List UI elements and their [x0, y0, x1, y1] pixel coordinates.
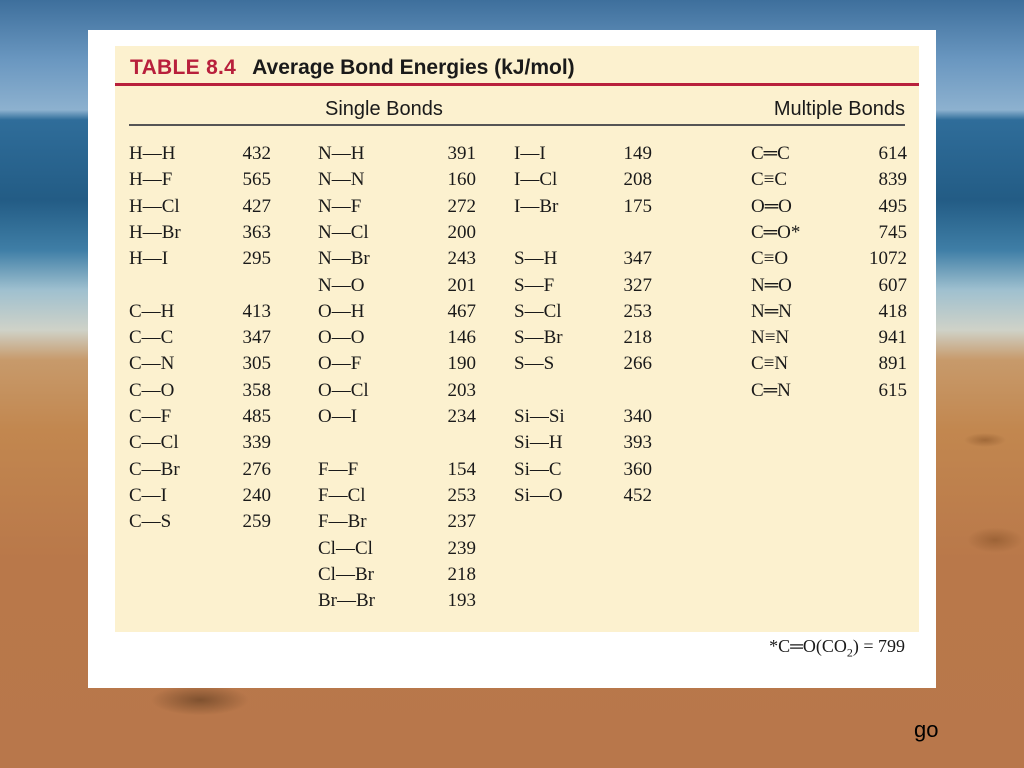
- bond-energy: 237: [447, 511, 476, 532]
- bond-energy: 941: [878, 327, 907, 348]
- bond-name: N—Cl: [318, 222, 369, 243]
- bond-name: Cl—Br: [318, 564, 374, 585]
- bond-name: N—N: [318, 169, 365, 190]
- go-link[interactable]: go: [914, 717, 939, 742]
- bond-energy: 607: [878, 275, 907, 296]
- bond-energy: 427: [242, 196, 271, 217]
- bond-name: F—Cl: [318, 485, 366, 506]
- bond-energy: 154: [447, 459, 476, 480]
- bond-energy: 259: [242, 511, 271, 532]
- bond-name: H—I: [129, 248, 169, 269]
- bond-energy: 418: [878, 301, 907, 322]
- bond-name: C═C: [751, 143, 790, 164]
- bond-name: I—I: [514, 143, 546, 164]
- header-rule: [129, 124, 905, 126]
- header-single-bonds: Single Bonds: [325, 98, 443, 120]
- bond-name: N≡N: [751, 327, 790, 348]
- table-title: [130, 56, 575, 84]
- footnote: [769, 636, 905, 661]
- bond-name: N═N: [751, 301, 792, 322]
- bond-name: Si—H: [514, 432, 563, 453]
- bond-energy: 485: [242, 406, 271, 427]
- bond-name: H—H: [129, 143, 176, 164]
- bond-energy: 413: [242, 301, 271, 322]
- bond-name: C—O: [129, 380, 175, 401]
- bond-energy: 467: [447, 301, 476, 322]
- bond-name: N—H: [318, 143, 365, 164]
- bond-name: H—Br: [129, 222, 181, 243]
- bond-energy: 203: [447, 380, 476, 401]
- bond-energy: 208: [623, 169, 652, 190]
- bond-name: Br—Br: [318, 590, 375, 611]
- bond-energy: 253: [623, 301, 652, 322]
- bond-energy: 340: [623, 406, 652, 427]
- bond-name: C—C: [129, 327, 174, 348]
- bond-name: N—Br: [318, 248, 370, 269]
- bond-energy: 339: [242, 432, 271, 453]
- bond-energy: 266: [623, 353, 652, 374]
- bond-name: N—F: [318, 196, 362, 217]
- bond-name: O—Cl: [318, 380, 369, 401]
- bond-energy: 891: [878, 353, 907, 374]
- bond-energy: 234: [447, 406, 476, 427]
- bond-name: S—Br: [514, 327, 563, 348]
- bond-name: F—Br: [318, 511, 367, 532]
- bond-energy: 295: [242, 248, 271, 269]
- bond-name: S—S: [514, 353, 555, 374]
- footnote-subscript: 2: [846, 645, 853, 660]
- bond-energy: 839: [878, 169, 907, 190]
- bond-name: C═N: [751, 380, 791, 401]
- bond-name: C—H: [129, 301, 175, 322]
- bond-name: H—Cl: [129, 196, 180, 217]
- bond-name: Si—C: [514, 459, 562, 480]
- bond-energy: 358: [242, 380, 271, 401]
- bond-name: N═O: [751, 275, 792, 296]
- bond-energy: 193: [447, 590, 476, 611]
- bond-name: C—F: [129, 406, 172, 427]
- bond-name: S—F: [514, 275, 555, 296]
- bond-name: O—H: [318, 301, 365, 322]
- bond-name: O—F: [318, 353, 362, 374]
- bond-name: O═O: [751, 196, 792, 217]
- footnote-prefix: *C═O(CO: [769, 636, 847, 656]
- bond-energy: 243: [447, 248, 476, 269]
- bond-name: C—S: [129, 511, 172, 532]
- bond-energy: 175: [623, 196, 652, 217]
- title-rule: [115, 83, 919, 86]
- bond-energy: 160: [447, 169, 476, 190]
- bond-energy: 253: [447, 485, 476, 506]
- bond-name: N—O: [318, 275, 365, 296]
- bond-name: S—H: [514, 248, 558, 269]
- footnote-suffix: ) = 799: [852, 636, 905, 656]
- bond-energy: 218: [623, 327, 652, 348]
- bond-energy: 615: [878, 380, 907, 401]
- bond-energy: 432: [242, 143, 271, 164]
- bond-name: C═O*: [751, 222, 801, 243]
- bond-energy: 218: [447, 564, 476, 585]
- bond-energy: 276: [242, 459, 271, 480]
- bond-energy: 495: [878, 196, 907, 217]
- bond-energy: 327: [623, 275, 652, 296]
- bond-energy: 614: [878, 143, 907, 164]
- bond-name: O—I: [318, 406, 358, 427]
- bond-name: H—F: [129, 169, 173, 190]
- bond-energy: 239: [447, 538, 476, 559]
- bond-name: I—Cl: [514, 169, 558, 190]
- bond-name: C≡N: [751, 353, 789, 374]
- bond-name: Si—Si: [514, 406, 565, 427]
- bond-energy: 305: [242, 353, 271, 374]
- bond-energy: 347: [623, 248, 652, 269]
- bond-name: C—N: [129, 353, 175, 374]
- bond-name: O—O: [318, 327, 365, 348]
- bond-energy: 146: [447, 327, 476, 348]
- bond-energy: 452: [623, 485, 652, 506]
- bond-energy: 149: [623, 143, 652, 164]
- bond-name: S—Cl: [514, 301, 562, 322]
- bond-name: C≡O: [751, 248, 789, 269]
- bond-energy: 391: [447, 143, 476, 164]
- table-caption: Average Bond Energies (kJ/mol): [252, 56, 575, 79]
- bond-name: Cl—Cl: [318, 538, 373, 559]
- bond-name: C—Br: [129, 459, 180, 480]
- header-multiple-bonds: Multiple Bonds: [773, 98, 905, 120]
- bond-energy: 360: [623, 459, 652, 480]
- bond-energy: 347: [242, 327, 271, 348]
- bond-name: F—F: [318, 459, 359, 480]
- bond-energy: 240: [242, 485, 271, 506]
- bond-name: C—Cl: [129, 432, 179, 453]
- bond-energy: 272: [447, 196, 476, 217]
- bond-name: C≡C: [751, 169, 788, 190]
- bond-energy: 363: [242, 222, 271, 243]
- bond-name: C—I: [129, 485, 167, 506]
- table-number: TABLE 8.4: [130, 56, 237, 79]
- bond-energy: 200: [447, 222, 476, 243]
- bond-name: I—Br: [514, 196, 559, 217]
- bond-name: Si—O: [514, 485, 563, 506]
- bond-energy: 393: [623, 432, 652, 453]
- bond-energy: 190: [447, 353, 476, 374]
- bond-energy: 201: [447, 275, 476, 296]
- bond-energy: 745: [878, 222, 907, 243]
- bond-energy: 565: [242, 169, 271, 190]
- bond-energy: 1072: [869, 248, 907, 269]
